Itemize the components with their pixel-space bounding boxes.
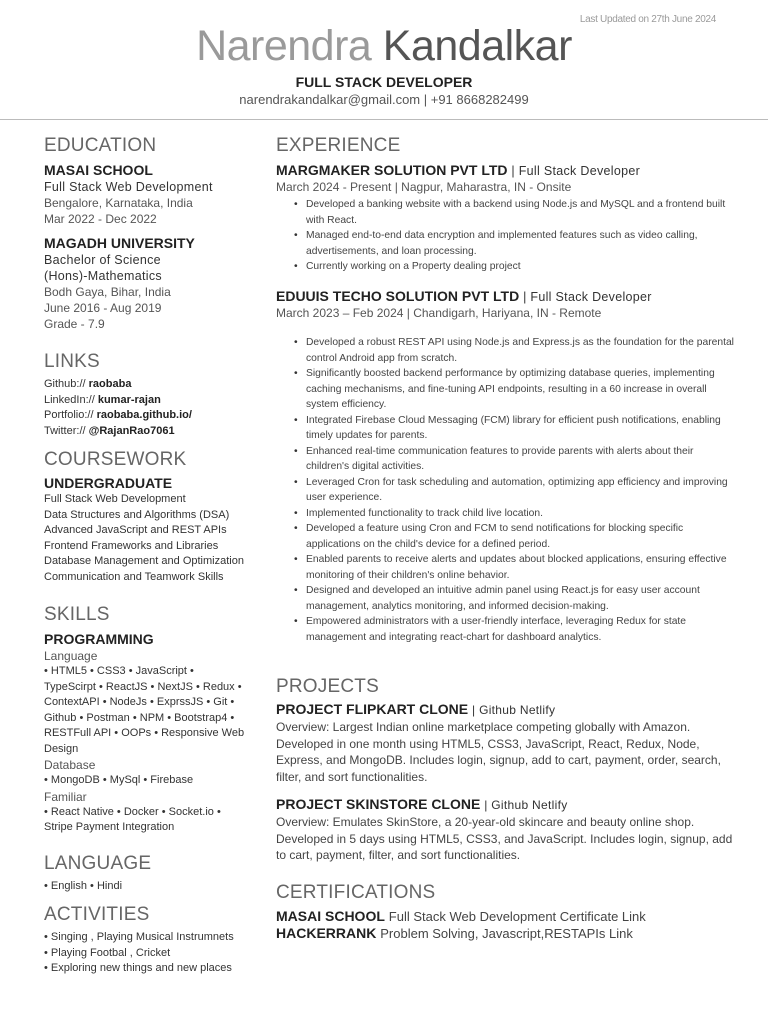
certifications-list [276, 908, 736, 942]
link-linkedin[interactable] [44, 393, 274, 409]
job-role: FULL STACK DEVELOPER [295, 74, 473, 90]
database-line: • MongoDB • MySql • Firebase [44, 774, 194, 786]
link-value[interactable]: kumar-rajan [97, 393, 161, 406]
cert-org: HACKERRANK [276, 925, 377, 941]
school-location: Bengalore, Karnataka, India [44, 196, 193, 210]
link-value[interactable]: raobaba [88, 378, 132, 390]
school-location: Bodh Gaya, Bihar, India [44, 285, 171, 299]
skill-line: RESTFull API • OOPs • Responsive Web [44, 727, 245, 739]
bullet-item: • Integrated Firebase Cloud Messaging (FCM) library for efficient push notifications, enabling timely updates for parents. [306, 413, 736, 444]
link-github[interactable] [44, 377, 274, 393]
language-heading: LANGUAGE [44, 853, 152, 874]
projects-heading: PROJECTS [276, 676, 379, 697]
bullet-item: • Currently working on a Property dealing project [306, 259, 736, 275]
cert-item [276, 925, 736, 942]
job-bullets [276, 335, 736, 645]
project-title [276, 700, 736, 719]
project-description: Overview: Largest Indian online marketplace competing globally with Amazon. Developed in one month using HTML5, CSS3, JavaScript, React, Redux, Node, Express, and MongoDB. Includes login, signup, add to cart, payment, order, search, filter, and sort functionalities. [276, 720, 721, 784]
bullet-item: • Implemented functionality to track child live location. [306, 506, 736, 522]
first-name: Narendra [196, 22, 372, 70]
coursework-section [44, 474, 274, 585]
activity-item: • Singing , Playing Musical Instrumnets [44, 931, 234, 943]
course-item: Frontend Frameworks and Libraries [44, 539, 219, 552]
familiar-label: Familiar [44, 789, 87, 804]
bullet-item: • Designed and developed an intuitive admin panel using React.js for easy user account management, analytics monitoring, and informed decision-making. [306, 583, 736, 614]
education-masai [44, 161, 274, 227]
company-name: MARGMAKER SOLUTION PVT LTD [276, 162, 508, 178]
experience-heading: EXPERIENCE [276, 135, 401, 156]
person-name [0, 22, 768, 71]
contact-info[interactable]: narendrakandalkar@gmail.com | +91 8668282499 [239, 92, 529, 107]
database-label: Database [44, 758, 96, 772]
bullet-item: • Managed end-to-end data encryption and implemented features such as video calling, advertisements, and loan processing. [306, 228, 736, 259]
skill-line: TypeScirpt • ReactJS • NextJS • Redux • [44, 680, 242, 693]
last-name: Kandalkar [382, 22, 572, 70]
degree: Bachelor of Science [44, 253, 161, 267]
link-label: LinkedIn:// [44, 393, 95, 406]
links-list [44, 377, 274, 439]
bullet-item: • Developed a robust REST API using Node.js and Express.js as the foundation for the parental control Android app from scratch. [306, 335, 736, 366]
job-title: | Full Stack Developer [511, 164, 641, 178]
education-heading: EDUCATION [44, 135, 157, 156]
skill-line: • HTML5 • CSS3 • JavaScript • [44, 665, 194, 677]
degree: Full Stack Web Development [44, 180, 213, 194]
skills-heading: SKILLS [44, 604, 110, 625]
grade: Grade - 7.9 [44, 317, 105, 331]
activities-list [44, 930, 274, 977]
header-divider [0, 119, 768, 120]
school-name: MAGADH UNIVERSITY [44, 235, 195, 251]
cert-org: MASAI SCHOOL [276, 908, 385, 924]
job-meta: March 2023 – Feb 2024 | Chandigarh, Hariyana, IN - Remote [276, 306, 602, 320]
bullet-item: • Significantly boosted backend performance by optimizing database queries, implementing caching mechanisms, and fine-tuning API endpoints, resulting in a 60 increase in overall system efficiency. [306, 366, 736, 413]
bullet-item: • Developed a feature using Cron and FCM to send notifications for blocking specific applications on the child's device for a defined period. [306, 521, 736, 552]
activity-item: • Playing Footbal , Cricket [44, 946, 171, 959]
activity-item: • Exploring new things and new places [44, 962, 232, 974]
project-name: PROJECT SKINSTORE CLONE [276, 796, 481, 812]
school-dates: June 2016 - Aug 2019 [44, 301, 162, 315]
language-label: Language [44, 649, 98, 663]
bullet-item: • Enhanced real-time communication features to provide parents with alerts about their children's digital activities. [306, 444, 736, 475]
link-label: Portfolio:// [44, 409, 94, 421]
skills-section [44, 630, 274, 836]
skill-line: Github • Postman • NPM • Bootstrap4 • [44, 711, 235, 724]
course-item: Data Structures and Algorithms (DSA) [44, 508, 230, 521]
project-links[interactable]: | Github Netlify [472, 703, 556, 717]
project-flipkart [276, 700, 736, 785]
education-magadh [44, 234, 274, 332]
bullet-item: • Leveraged Cron for task scheduling and automation, optimizing app efficiency and improving user experience. [306, 475, 736, 506]
language-line: • English • Hindi [44, 880, 123, 892]
activities-heading: ACTIVITIES [44, 904, 150, 925]
degree-detail: (Hons)-Mathematics [44, 269, 162, 283]
school-dates: Mar 2022 - Dec 2022 [44, 212, 157, 226]
project-title [276, 795, 736, 814]
link-value[interactable]: @RajanRao7061 [88, 424, 175, 437]
cert-desc[interactable]: Full Stack Web Development Certificate Link [388, 909, 646, 924]
link-label: Github:// [44, 378, 86, 390]
project-links[interactable]: | Github Netlify [484, 798, 568, 812]
job-header [276, 287, 736, 306]
job-title: | Full Stack Developer [523, 290, 652, 304]
coursework-subheading: UNDERGRADUATE [44, 475, 173, 491]
bullet-item: • Enabled parents to receive alerts and updates about blocked applications, ensuring effective monitoring of their children's online behavior. [306, 552, 736, 583]
link-portfolio[interactable] [44, 408, 274, 424]
job-header [276, 161, 736, 180]
familiar-line: • React Native • Docker • Socket.io • [44, 805, 221, 818]
project-name: PROJECT FLIPKART CLONE [276, 701, 469, 717]
course-item: Communication and Teamwork Skills [44, 570, 224, 583]
link-twitter[interactable] [44, 424, 274, 440]
last-updated: Last Updated on 27th June 2024 [579, 14, 716, 25]
skill-line: Design [44, 742, 79, 755]
company-name: EDUUIS TECHO SOLUTION PVT LTD [276, 288, 520, 304]
project-skinstore [276, 795, 736, 864]
project-description: Overview: Emulates SkinStore, a 20-year-old skincare and beauty online shop. Developed in 5 days using HTML5, CSS3, and JavaScript. Includes login, signup, add to cart, payment, filter, and sort functionalities. [276, 815, 733, 862]
skill-line: ContextAPI • NodeJs • ExprssJS • Git • [44, 696, 235, 708]
course-item: Database Management and Optimization [44, 555, 244, 567]
cert-item [276, 908, 736, 925]
job-margmaker [276, 161, 736, 275]
link-value[interactable]: raobaba.github.io/ [96, 409, 192, 421]
link-label: Twitter:// [44, 424, 86, 437]
school-name: MASAI SCHOOL [44, 162, 153, 178]
course-item: Advanced JavaScript and REST APIs [44, 524, 227, 536]
bullet-item: • Developed a banking website with a backend using Node.js and MySQL and a frontend built with React. [306, 197, 736, 228]
skills-subheading: PROGRAMMING [44, 631, 154, 647]
job-meta: March 2024 - Present | Nagpur, Maharastra, IN - Onsite [276, 180, 572, 194]
course-item: Full Stack Web Development [44, 493, 186, 505]
cert-desc[interactable]: Problem Solving, Javascript,RESTAPIs Link [380, 926, 633, 941]
job-bullets [276, 197, 736, 275]
familiar-line: Stripe Payment Integration [44, 821, 175, 833]
bullet-item: • Empowered administrators with a user-friendly interface, leveraging Redux for state management and integrating react-chart for dashboard analytics. [306, 614, 736, 645]
job-eduuis [276, 287, 736, 645]
coursework-heading: COURSEWORK [44, 449, 187, 470]
links-heading: LINKS [44, 351, 100, 372]
certifications-heading: CERTIFICATIONS [276, 882, 436, 903]
